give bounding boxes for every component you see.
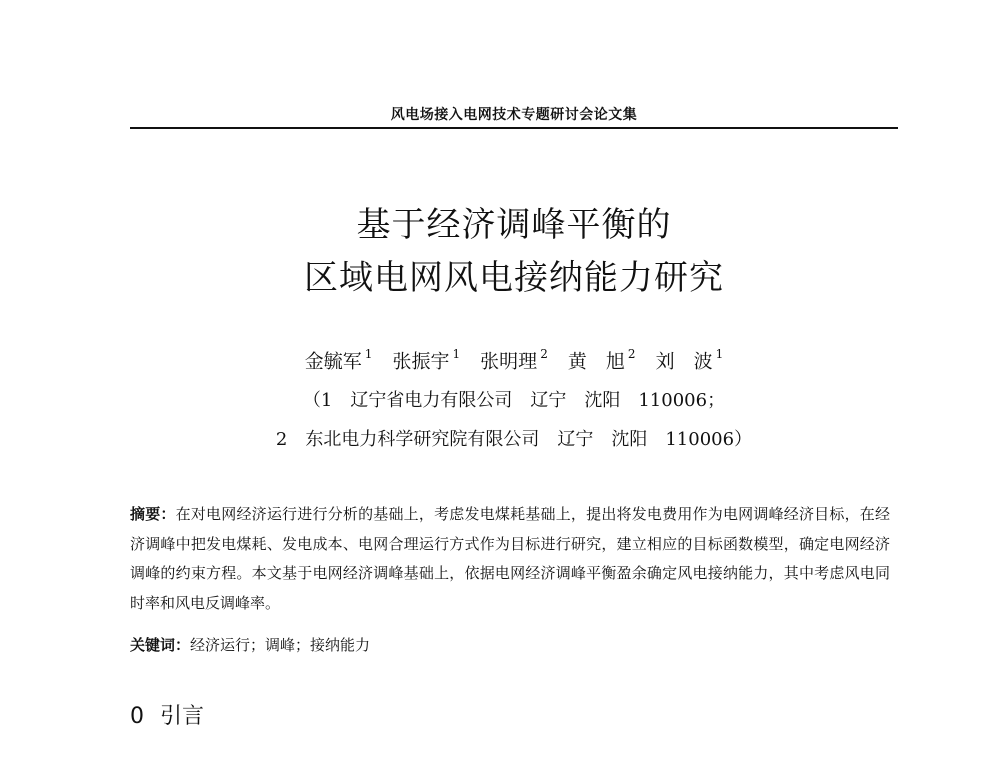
keywords-text: 经济运行；调峰；接纳能力 xyxy=(190,636,371,654)
section-number: 0 xyxy=(130,704,144,729)
author xyxy=(568,342,636,375)
affiliation-marker: 1 xyxy=(364,347,373,361)
affiliation-line-2: 2 东北电力科学研究院有限公司 辽宁 沈阳 110006） xyxy=(275,429,753,450)
affiliation-marker: 2 xyxy=(627,347,636,361)
section-heading xyxy=(130,702,204,732)
author xyxy=(480,342,548,375)
paper-title-line-2: 区域电网风电接纳能力研究 xyxy=(304,258,724,298)
abstract-text: 在对电网经济运行进行分析的基础上，考虑发电煤耗基础上，提出将发电费用作为电网调峰经济目标，在经济调峰中把发电煤耗、发电成本、电网合理运行方式作为目标进行研究，建立相应的目标函数模型，确定电网经济调峰的约束方程。本文基于电网经济调峰基础上，依据电网经济调峰平衡盈余确定风电接纳能力，其中考虑风电同时率和风电反调峰率。 xyxy=(130,505,890,612)
keywords xyxy=(130,632,890,658)
author xyxy=(305,342,373,375)
affiliation-marker: 1 xyxy=(452,347,461,361)
abstract xyxy=(130,500,890,618)
author xyxy=(656,342,724,375)
author-list xyxy=(130,342,898,375)
affiliation-marker: 2 xyxy=(540,347,548,361)
author xyxy=(392,342,460,375)
header-rule xyxy=(130,127,898,129)
running-header: 风电场接入电网技术专题研讨会论文集 xyxy=(390,107,638,123)
author-name: 张明理 xyxy=(480,350,538,373)
author-name: 张振宇 xyxy=(392,350,450,373)
author-name: 刘 波 xyxy=(655,350,713,373)
author-name: 金毓军 xyxy=(304,350,362,373)
abstract-label: 摘要： xyxy=(130,505,176,523)
author-name: 黄 旭 xyxy=(567,350,625,373)
keywords-label: 关键词： xyxy=(130,636,191,654)
affiliation-marker: 1 xyxy=(715,347,724,361)
affiliation-line-1: （1 辽宁省电力有限公司 辽宁 沈阳 110006； xyxy=(302,390,726,411)
paper-title-line-1: 基于经济调峰平衡的 xyxy=(356,205,672,245)
section-title: 引言 xyxy=(160,704,205,729)
